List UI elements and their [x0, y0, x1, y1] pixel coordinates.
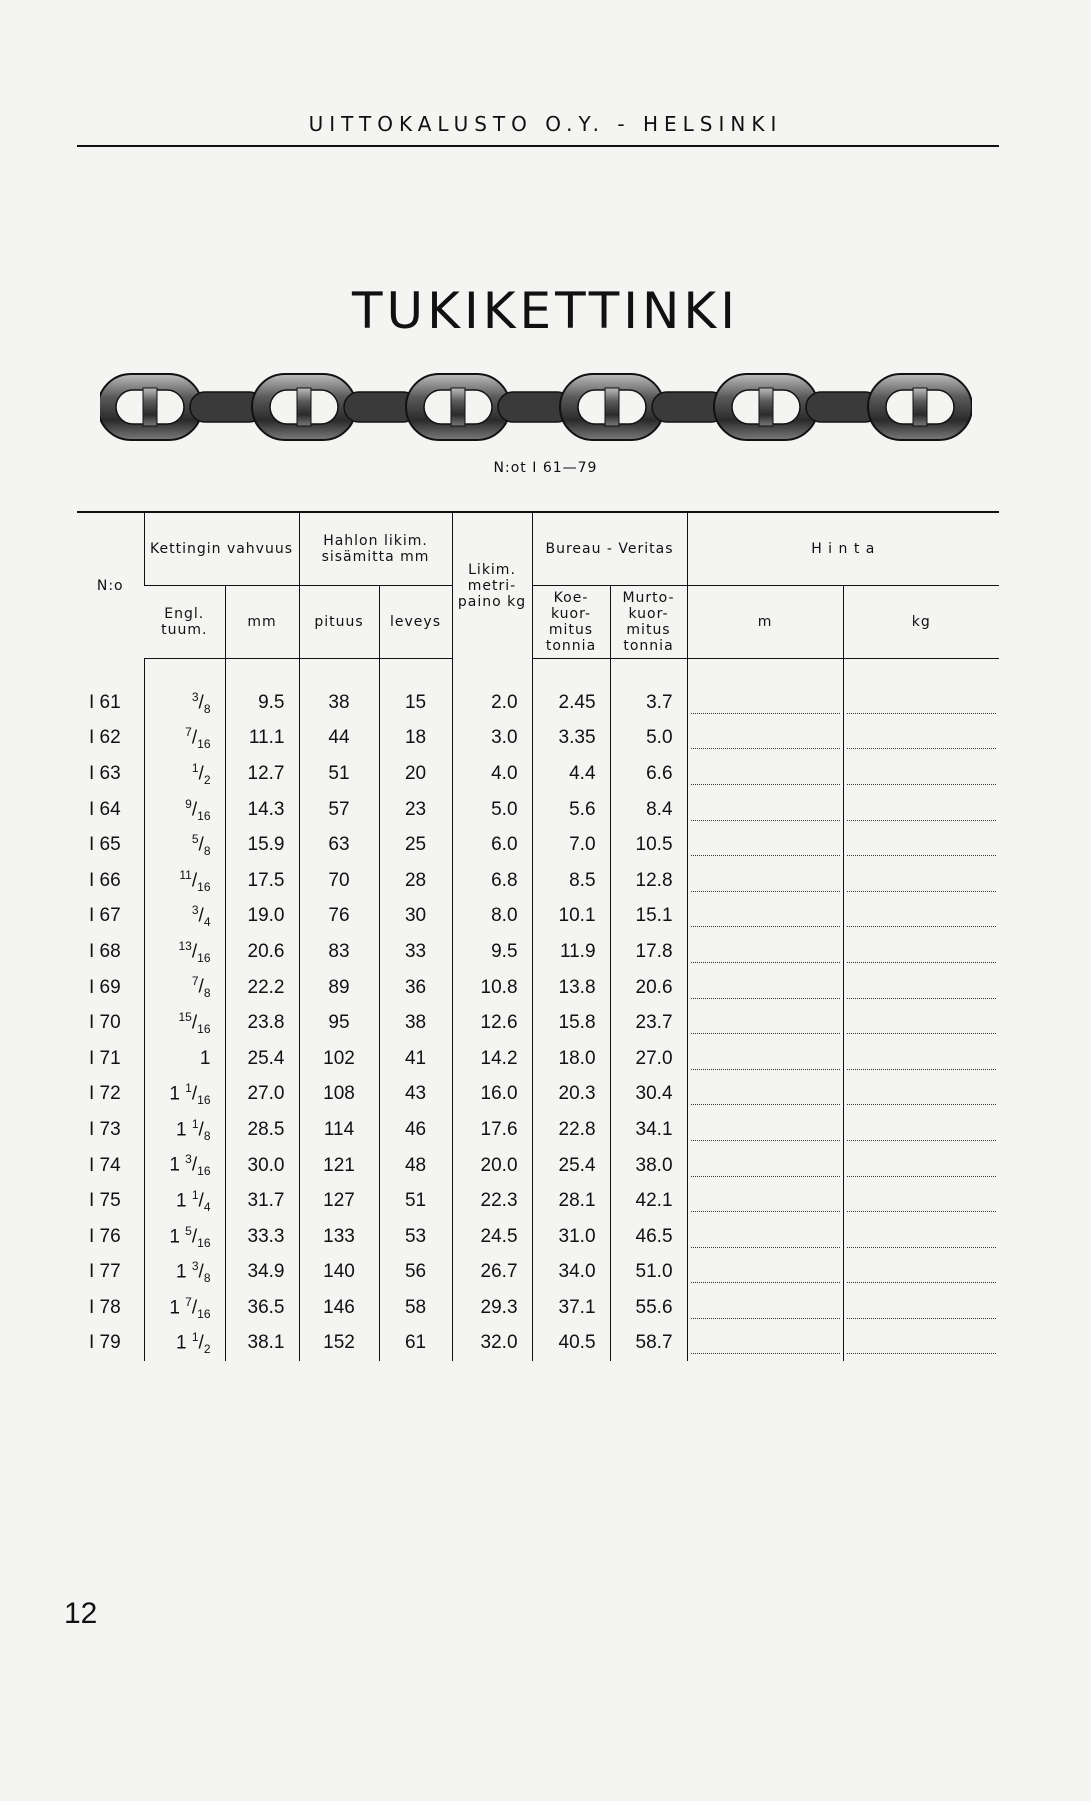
cell-leveys: 46 [379, 1112, 452, 1148]
cell-murto: 17.8 [610, 934, 687, 970]
cell-paino: 6.8 [452, 863, 532, 899]
fraction-whole: 1 [199, 1047, 211, 1069]
cell-hinta-kg-blank [843, 756, 999, 792]
table-row [77, 1326, 999, 1362]
cell-pituus: 108 [299, 1077, 379, 1113]
fraction-denominator: 16 [197, 808, 211, 823]
cell-paino: 22.3 [452, 1183, 532, 1219]
fraction-denominator: 16 [197, 1235, 211, 1250]
cell-engl: 1 $^1/_{16}$ [144, 1077, 225, 1113]
table-row [77, 899, 999, 935]
cell-mm: 28.5 [225, 1112, 299, 1148]
table-row [77, 934, 999, 970]
cell-murto: 15.1 [610, 899, 687, 935]
cell-mm: 33.3 [225, 1219, 299, 1255]
fraction-denominator: 2 [203, 1342, 211, 1357]
cell-hinta-m-blank [687, 934, 843, 970]
cell-pituus: 146 [299, 1290, 379, 1326]
cell-paino: 20.0 [452, 1148, 532, 1184]
chain-link [100, 374, 202, 440]
cell-hinta-kg-blank [843, 1326, 999, 1362]
chain-link [868, 374, 972, 440]
cell-pituus: 38 [299, 685, 379, 721]
cell-paino: 24.5 [452, 1219, 532, 1255]
cell-hinta-m-blank [687, 721, 843, 757]
cell-no: I 70 [89, 1012, 121, 1034]
cell-koe: 5.6 [532, 792, 610, 828]
table-row [77, 1255, 999, 1291]
cell-murto: 58.7 [610, 1326, 687, 1362]
cell-leveys: 20 [379, 756, 452, 792]
fraction-whole: 1 [169, 1297, 180, 1319]
table-row [77, 827, 999, 863]
cell-no: I 66 [89, 869, 121, 891]
cell-murto: 23.7 [610, 1005, 687, 1041]
cell-leveys: 38 [379, 1005, 452, 1041]
cell-koe: 31.0 [532, 1219, 610, 1255]
cell-leveys: 25 [379, 827, 452, 863]
col-header-hinta-kg: kg [843, 586, 999, 659]
cell-murto: 8.4 [610, 792, 687, 828]
table-row [77, 1148, 999, 1184]
cell-leveys: 58 [379, 1290, 452, 1326]
cell-pituus: 70 [299, 863, 379, 899]
fraction-numerator: 1 [191, 760, 199, 775]
table-row [77, 1005, 999, 1041]
cell-hinta-m-blank [687, 1326, 843, 1362]
fraction-denominator: 8 [203, 1271, 211, 1286]
cell-pituus: 57 [299, 792, 379, 828]
chain-illustration [100, 362, 972, 452]
fraction-denominator: 4 [203, 1200, 211, 1215]
cell-murto: 12.8 [610, 863, 687, 899]
cell-no: I 63 [89, 762, 121, 784]
cell-pituus: 83 [299, 934, 379, 970]
cell-mm: 20.6 [225, 934, 299, 970]
cell-paino: 8.0 [452, 899, 532, 935]
cell-hinta-kg-blank [843, 970, 999, 1006]
fraction-denominator: 16 [197, 879, 211, 894]
cell-leveys: 53 [379, 1219, 452, 1255]
cell-hinta-m-blank [687, 1005, 843, 1041]
cell-engl: 1 $^3/_{16}$ [144, 1148, 225, 1184]
fraction-numerator: 3 [185, 1152, 192, 1167]
fraction-denominator: 16 [197, 1306, 211, 1321]
cell-hinta-kg-blank [843, 1255, 999, 1291]
fraction-denominator: 8 [203, 701, 211, 716]
cell-no: I 61 [89, 691, 121, 713]
fraction-whole: 1 [169, 1225, 180, 1247]
cell-no: I 78 [89, 1296, 121, 1318]
fraction-numerator: 1 [185, 1081, 192, 1096]
cell-pituus: 102 [299, 1041, 379, 1077]
cell-koe: 20.3 [532, 1077, 610, 1113]
cell-engl: $^3/_4$ [144, 899, 225, 935]
cell-no: I 71 [89, 1047, 121, 1069]
cell-hinta-kg-blank [843, 934, 999, 970]
cell-mm: 34.9 [225, 1255, 299, 1291]
cell-hinta-kg-blank [843, 1219, 999, 1255]
cell-paino: 14.2 [452, 1041, 532, 1077]
cell-hinta-m-blank [687, 1148, 843, 1184]
col-group-hinta: H i n t a [687, 513, 999, 586]
cell-hinta-m-blank [687, 863, 843, 899]
fraction-denominator: 16 [197, 737, 211, 752]
cell-koe: 28.1 [532, 1183, 610, 1219]
cell-murto: 30.4 [610, 1077, 687, 1113]
cell-hinta-kg-blank [843, 1077, 999, 1113]
cell-pituus: 121 [299, 1148, 379, 1184]
cell-engl: $^{11}/_{16}$ [144, 863, 225, 899]
cell-hinta-kg-blank [843, 1183, 999, 1219]
cell-hinta-kg-blank [843, 1112, 999, 1148]
table-row [77, 1077, 999, 1113]
cell-pituus: 140 [299, 1255, 379, 1291]
cell-murto: 55.6 [610, 1290, 687, 1326]
cell-hinta-kg-blank [843, 1005, 999, 1041]
cell-pituus: 133 [299, 1219, 379, 1255]
fraction-denominator: 8 [203, 844, 211, 859]
header-rule [77, 145, 999, 147]
cell-hinta-kg-blank [843, 1148, 999, 1184]
cell-hinta-m-blank [687, 1290, 843, 1326]
col-header-murto: Murto- kuor- mitus tonnia [610, 586, 687, 659]
table-row [77, 863, 999, 899]
cell-pituus: 114 [299, 1112, 379, 1148]
cell-no: I 73 [89, 1118, 121, 1140]
cell-murto: 38.0 [610, 1148, 687, 1184]
cell-paino: 10.8 [452, 970, 532, 1006]
cell-hinta-kg-blank [843, 721, 999, 757]
cell-no: I 74 [89, 1154, 121, 1176]
cell-pituus: 63 [299, 827, 379, 863]
cell-pituus: 127 [299, 1183, 379, 1219]
cell-hinta-m-blank [687, 1077, 843, 1113]
cell-koe: 3.35 [532, 721, 610, 757]
cell-koe: 11.9 [532, 934, 610, 970]
cell-mm: 23.8 [225, 1005, 299, 1041]
cell-murto: 20.6 [610, 970, 687, 1006]
fraction-numerator: 13 [178, 938, 192, 953]
page-title: TUKIKETTINKI [352, 281, 739, 340]
table-row [77, 685, 999, 721]
cell-murto: 27.0 [610, 1041, 687, 1077]
col-group-hahlon: Hahlon likim. sisämitta mm [299, 513, 452, 586]
cell-murto: 42.1 [610, 1183, 687, 1219]
cell-murto: 6.6 [610, 756, 687, 792]
fraction-numerator: 7 [191, 974, 199, 989]
cell-koe: 2.45 [532, 685, 610, 721]
cell-hinta-m-blank [687, 1255, 843, 1291]
cell-paino: 5.0 [452, 792, 532, 828]
fraction-numerator: 7 [185, 725, 192, 740]
fraction-denominator: 2 [203, 773, 211, 788]
cell-murto: 3.7 [610, 685, 687, 721]
table-row [77, 970, 999, 1006]
page-header: UITTOKALUSTO O.Y. - HELSINKI [308, 112, 783, 136]
cell-mm: 38.1 [225, 1326, 299, 1362]
cell-engl: $^1/_2$ [144, 756, 225, 792]
col-header-no: N:o [96, 577, 124, 594]
fraction-whole: 1 [175, 1261, 187, 1283]
cell-mm: 19.0 [225, 899, 299, 935]
cell-mm: 25.4 [225, 1041, 299, 1077]
fraction-denominator: 8 [203, 986, 211, 1001]
cell-engl: $^5/_8$ [144, 827, 225, 863]
cell-koe: 34.0 [532, 1255, 610, 1291]
cell-hinta-kg-blank [843, 827, 999, 863]
col-group-kettingin: Kettingin vahvuus [144, 513, 299, 586]
cell-mm: 17.5 [225, 863, 299, 899]
cell-hinta-kg-blank [843, 1290, 999, 1326]
cell-hinta-m-blank [687, 1219, 843, 1255]
col-group-bureau: Bureau - Veritas [532, 513, 687, 586]
cell-no: I 76 [89, 1225, 121, 1247]
cell-pituus: 44 [299, 721, 379, 757]
fraction-whole: 1 [169, 1083, 180, 1105]
cell-engl: 1 $^3/_8$ [144, 1255, 225, 1291]
cell-engl: $^{15}/_{16}$ [144, 1005, 225, 1041]
cell-hinta-m-blank [687, 970, 843, 1006]
col-header-pituus: pituus [299, 586, 379, 659]
cell-koe: 18.0 [532, 1041, 610, 1077]
cell-leveys: 33 [379, 934, 452, 970]
cell-leveys: 43 [379, 1077, 452, 1113]
cell-mm: 12.7 [225, 756, 299, 792]
cell-paino: 3.0 [452, 721, 532, 757]
cell-pituus: 152 [299, 1326, 379, 1362]
cell-leveys: 56 [379, 1255, 452, 1291]
cell-engl: 1 $^7/_{16}$ [144, 1290, 225, 1326]
cell-pituus: 51 [299, 756, 379, 792]
cell-paino: 32.0 [452, 1326, 532, 1362]
chain-link [714, 374, 818, 440]
cell-paino: 12.6 [452, 1005, 532, 1041]
cell-koe: 10.1 [532, 899, 610, 935]
cell-mm: 9.5 [225, 685, 299, 721]
cell-leveys: 51 [379, 1183, 452, 1219]
cell-leveys: 61 [379, 1326, 452, 1362]
cell-engl: $^7/_{16}$ [144, 721, 225, 757]
chain-link [406, 374, 510, 440]
fraction-numerator: 9 [185, 796, 192, 811]
cell-koe: 4.4 [532, 756, 610, 792]
cell-engl: $^3/_8$ [144, 685, 225, 721]
col-header-hinta-m: m [687, 586, 843, 659]
cell-hinta-kg-blank [843, 899, 999, 935]
cell-no: I 77 [89, 1261, 121, 1283]
cell-no: I 72 [89, 1083, 121, 1105]
cell-no: I 62 [89, 727, 121, 749]
cell-koe: 7.0 [532, 827, 610, 863]
fraction-numerator: 5 [185, 1223, 192, 1238]
fraction-numerator: 5 [191, 832, 199, 847]
cell-murto: 10.5 [610, 827, 687, 863]
cell-mm: 30.0 [225, 1148, 299, 1184]
cell-paino: 26.7 [452, 1255, 532, 1291]
cell-engl: $^9/_{16}$ [144, 792, 225, 828]
table-row [77, 1183, 999, 1219]
cell-murto: 46.5 [610, 1219, 687, 1255]
cell-paino: 17.6 [452, 1112, 532, 1148]
fraction-whole: 1 [175, 1119, 187, 1141]
cell-no: I 65 [89, 834, 121, 856]
cell-murto: 34.1 [610, 1112, 687, 1148]
cell-hinta-m-blank [687, 1112, 843, 1148]
cell-paino: 9.5 [452, 934, 532, 970]
chain-link [560, 374, 664, 440]
cell-hinta-m-blank [687, 899, 843, 935]
fraction-denominator: 4 [203, 915, 211, 930]
col-header-engl: Engl. tuum. [144, 586, 225, 659]
cell-engl: $^{13}/_{16}$ [144, 934, 225, 970]
col-header-mm: mm [225, 586, 299, 659]
cell-leveys: 41 [379, 1041, 452, 1077]
cell-engl [144, 1041, 225, 1077]
cell-leveys: 36 [379, 970, 452, 1006]
chain-link [252, 374, 356, 440]
cell-hinta-m-blank [687, 792, 843, 828]
cell-no: I 67 [89, 905, 121, 927]
cell-engl: 1 $^1/_4$ [144, 1183, 225, 1219]
fraction-denominator: 16 [197, 1164, 211, 1179]
cell-hinta-m-blank [687, 1041, 843, 1077]
fraction-whole: 1 [175, 1190, 187, 1212]
cell-no: I 79 [89, 1332, 121, 1354]
cell-koe: 22.8 [532, 1112, 610, 1148]
cell-pituus: 95 [299, 1005, 379, 1041]
cell-hinta-m-blank [687, 756, 843, 792]
cell-engl: $^7/_8$ [144, 970, 225, 1006]
col-header-leveys: leveys [379, 586, 452, 659]
cell-leveys: 23 [379, 792, 452, 828]
col-header-koe: Koe- kuor- mitus tonnia [532, 586, 610, 659]
cell-koe: 37.1 [532, 1290, 610, 1326]
table-row [77, 1290, 999, 1326]
cell-koe: 15.8 [532, 1005, 610, 1041]
fraction-numerator: 3 [191, 903, 199, 918]
cell-mm: 15.9 [225, 827, 299, 863]
cell-engl: 1 $^5/_{16}$ [144, 1219, 225, 1255]
cell-hinta-m-blank [687, 827, 843, 863]
cell-hinta-m-blank [687, 685, 843, 721]
fraction-numerator: 1 [191, 1330, 199, 1345]
fraction-whole: 1 [175, 1332, 187, 1354]
table-row [77, 1041, 999, 1077]
col-header-paino: Likim. metri- paino kg [452, 513, 532, 659]
fraction-denominator: 16 [197, 951, 211, 966]
chain-spec-table [77, 513, 999, 1361]
page-number: 12 [64, 1597, 98, 1630]
product-range: N:ot I 61—79 [493, 460, 598, 476]
cell-koe: 25.4 [532, 1148, 610, 1184]
fraction-numerator: 7 [185, 1294, 192, 1309]
table-row [77, 756, 999, 792]
cell-leveys: 30 [379, 899, 452, 935]
cell-paino: 2.0 [452, 685, 532, 721]
cell-koe: 40.5 [532, 1326, 610, 1362]
fraction-numerator: 1 [191, 1188, 199, 1203]
cell-murto: 5.0 [610, 721, 687, 757]
table-row [77, 721, 999, 757]
cell-no: I 69 [89, 976, 121, 998]
table-row [77, 792, 999, 828]
cell-pituus: 76 [299, 899, 379, 935]
cell-mm: 27.0 [225, 1077, 299, 1113]
fraction-denominator: 8 [203, 1128, 211, 1143]
cell-paino: 29.3 [452, 1290, 532, 1326]
cell-hinta-kg-blank [843, 863, 999, 899]
cell-mm: 11.1 [225, 721, 299, 757]
cell-mm: 31.7 [225, 1183, 299, 1219]
cell-mm: 36.5 [225, 1290, 299, 1326]
cell-leveys: 15 [379, 685, 452, 721]
cell-koe: 8.5 [532, 863, 610, 899]
cell-hinta-kg-blank [843, 792, 999, 828]
table-row [77, 1219, 999, 1255]
fraction-numerator: 11 [179, 867, 192, 882]
cell-paino: 6.0 [452, 827, 532, 863]
cell-koe: 13.8 [532, 970, 610, 1006]
cell-hinta-kg-blank [843, 1041, 999, 1077]
cell-pituus: 89 [299, 970, 379, 1006]
cell-leveys: 28 [379, 863, 452, 899]
table-row [77, 1112, 999, 1148]
fraction-whole: 1 [169, 1154, 180, 1176]
cell-engl: 1 $^1/_2$ [144, 1326, 225, 1362]
fraction-numerator: 1 [191, 1116, 199, 1131]
fraction-numerator: 15 [178, 1010, 192, 1025]
cell-mm: 14.3 [225, 792, 299, 828]
cell-murto: 51.0 [610, 1255, 687, 1291]
cell-no: I 68 [89, 940, 121, 962]
cell-hinta-m-blank [687, 1183, 843, 1219]
cell-no: I 64 [89, 798, 121, 820]
cell-no: I 75 [89, 1190, 121, 1212]
fraction-numerator: 3 [191, 689, 199, 704]
cell-engl: 1 $^1/_8$ [144, 1112, 225, 1148]
cell-paino: 16.0 [452, 1077, 532, 1113]
cell-leveys: 48 [379, 1148, 452, 1184]
cell-hinta-kg-blank [843, 685, 999, 721]
fraction-numerator: 3 [191, 1259, 199, 1274]
cell-leveys: 18 [379, 721, 452, 757]
fraction-denominator: 16 [197, 1093, 211, 1108]
cell-paino: 4.0 [452, 756, 532, 792]
fraction-denominator: 16 [197, 1022, 211, 1037]
cell-mm: 22.2 [225, 970, 299, 1006]
